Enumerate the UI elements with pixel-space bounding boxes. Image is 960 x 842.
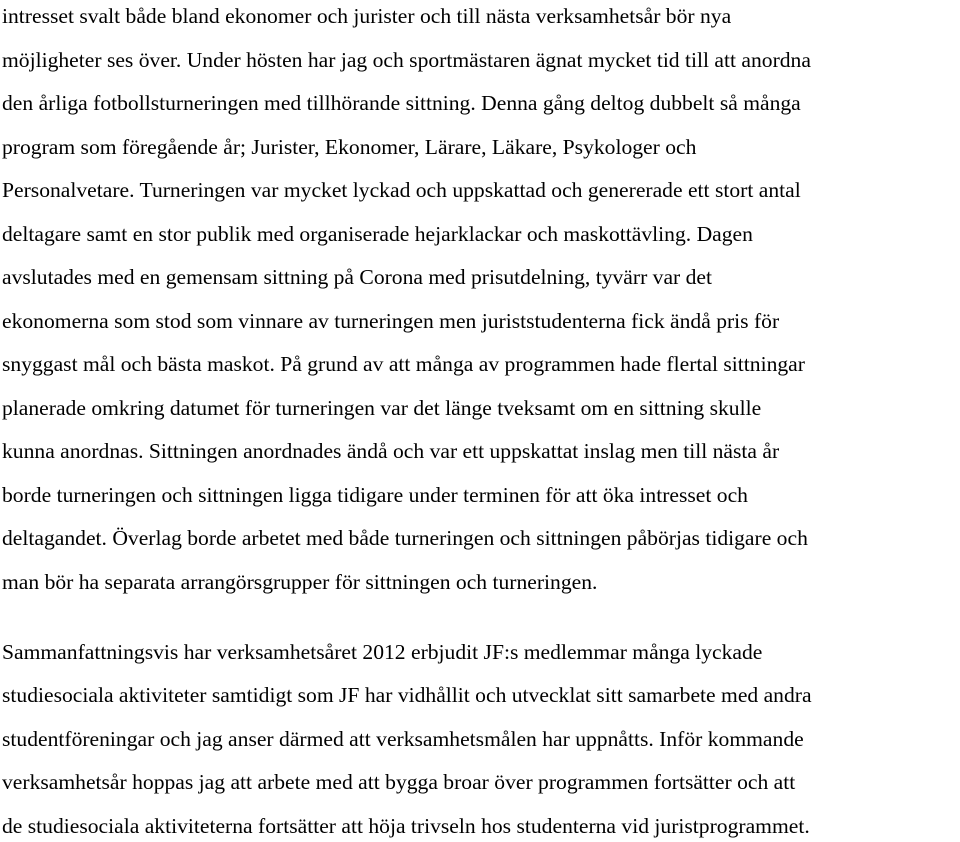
text-line: program som föregående år; Jurister, Ekonomer, Lärare, Läkare, Psykologer och [2,135,697,159]
text-line: planerade omkring datumet för turneringen var det länge tveksamt om en sittning skulle [2,396,762,420]
text-line: man bör ha separata arrangörsgrupper för sittningen och turneringen. [2,570,598,594]
text-line: den årliga fotbollsturneringen med tillhörande sittning. Denna gång deltog dubbelt så många [2,91,801,115]
text-line: intresset svalt både bland ekonomer och jurister och till nästa verksamhetsår bör nya [2,4,732,28]
text-line: Personalvetare. Turneringen var mycket lyckad och uppskattad och genererade ett stort antal [2,178,801,202]
text-line: deltagandet. Överlag borde arbetet med både turneringen och sittningen påbörjas tidigare och [2,526,808,550]
text-line: ekonomerna som stod som vinnare av turneringen men juriststudenterna fick ändå pris för [2,309,780,333]
text-line: deltagare samt en stor publik med organiserade hejarklackar och maskottävling. Dagen [2,222,753,246]
text-line: borde turneringen och sittningen ligga tidigare under terminen för att öka intresset och [2,483,748,507]
text-line: de studiesociala aktiviteterna fortsätter att höja trivseln hos studenterna vid juristprogrammet. [2,814,810,838]
text-line: studiesociala aktiviteter samtidigt som JF har vidhållit och utvecklat sitt samarbete med andra [2,683,812,707]
text-line: möjligheter ses över. Under hösten har jag och sportmästaren ägnat mycket tid till att anordna [2,48,811,72]
text-line: studentföreningar och jag anser därmed att verksamhetsmålen har uppnåtts. Inför kommande [2,727,804,751]
text-line: avslutades med en gemensam sittning på Corona med prisutdelning, tyvärr var det [2,265,713,289]
text-line: kunna anordnas. Sittningen anordnades ändå och var ett uppskattat inslag men till nästa år [2,439,780,463]
text-line: verksamhetsår hoppas jag att arbete med att bygga broar över programmen fortsätter och att [2,770,796,794]
text-line: snyggast mål och bästa maskot. På grund av att många av programmen hade flertal sittningar [2,352,805,376]
text-line: Sammanfattningsvis har verksamhetsåret 2012 erbjudit JF:s medlemmar många lyckade [2,640,763,664]
